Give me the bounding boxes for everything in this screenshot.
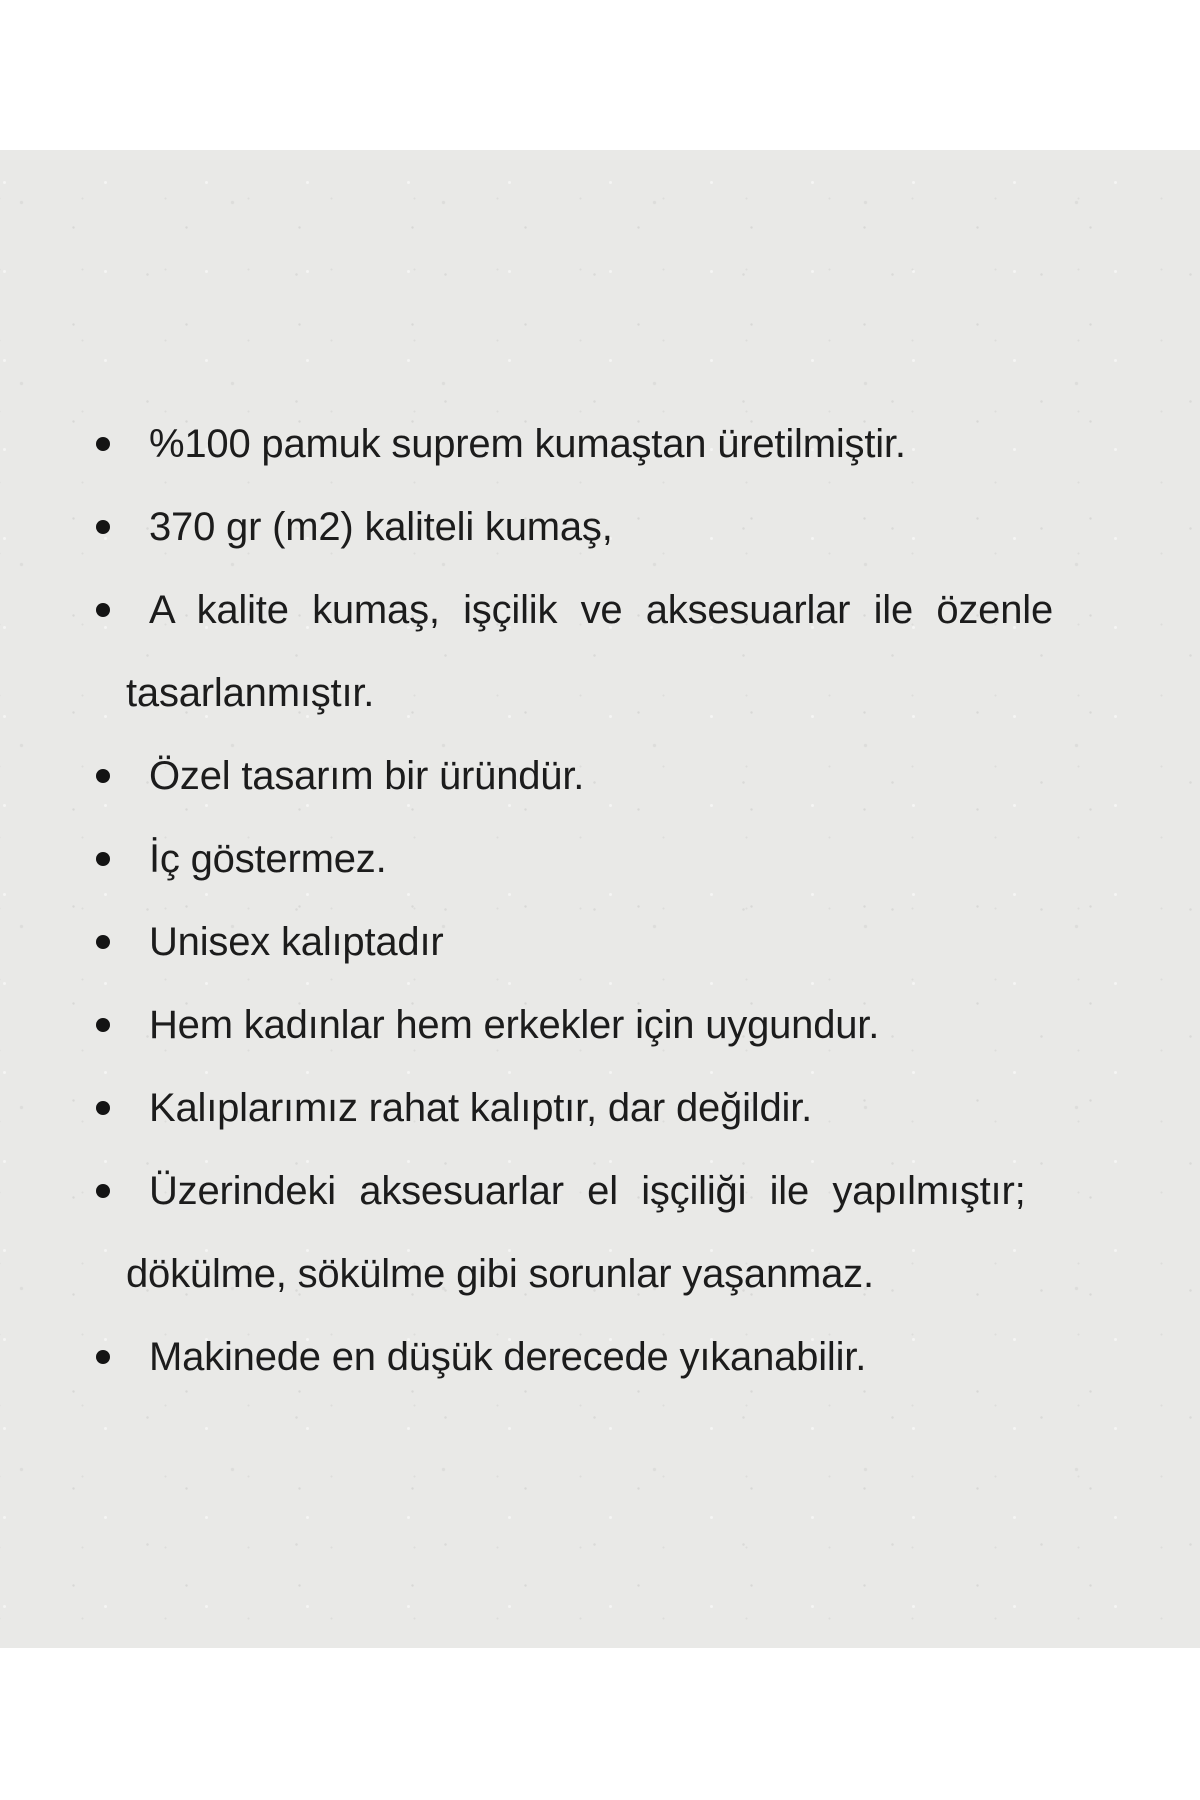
list-item (0, 1316, 1200, 1399)
list-item (0, 818, 1200, 901)
bullet-icon (96, 520, 110, 534)
list-item-line: Kalıplarımız rahat kalıptır, dar değildir. (149, 1086, 813, 1130)
list-item (0, 1067, 1200, 1150)
list-item-line: Üzerindeki aksesuarlar el işçiliği ile yapılmıştır; (149, 1169, 1026, 1213)
bullet-icon (96, 1018, 110, 1032)
list-item-line: Hem kadınlar hem erkekler için uygundur. (149, 1003, 880, 1047)
bullet-icon (96, 1350, 110, 1364)
list-item (0, 1150, 1200, 1316)
list-item (0, 901, 1200, 984)
list-item-line: dökülme, sökülme gibi sorunlar yaşanmaz. (126, 1252, 874, 1296)
bullet-icon (96, 935, 110, 949)
list-item-line: Makinede en düşük derecede yıkanabilir. (149, 1335, 867, 1379)
bullet-icon (96, 437, 110, 451)
list-item-line: A kalite kumaş, işçilik ve aksesuarlar ile özenle (149, 588, 1054, 632)
bullet-icon (96, 1184, 110, 1198)
bullet-icon (96, 769, 110, 783)
bullet-icon (96, 852, 110, 866)
list-item-line: İç göstermez. (149, 837, 387, 881)
list-item (0, 569, 1200, 735)
list-item-line: 370 gr (m2) kaliteli kumaş, (149, 505, 613, 549)
bullet-icon (96, 603, 110, 617)
product-feature-list (0, 403, 1200, 1399)
list-item (0, 984, 1200, 1067)
list-item (0, 735, 1200, 818)
list-item (0, 403, 1200, 486)
list-item-line: tasarlanmıştır. (126, 671, 375, 715)
list-item-line: Özel tasarım bir üründür. (149, 754, 585, 798)
bullet-icon (96, 1101, 110, 1115)
list-item-line: Unisex kalıptadır (149, 920, 444, 964)
list-item-line: %100 pamuk suprem kumaştan üretilmiştir. (149, 422, 906, 466)
paper-texture-panel (0, 150, 1200, 1648)
list-item (0, 486, 1200, 569)
